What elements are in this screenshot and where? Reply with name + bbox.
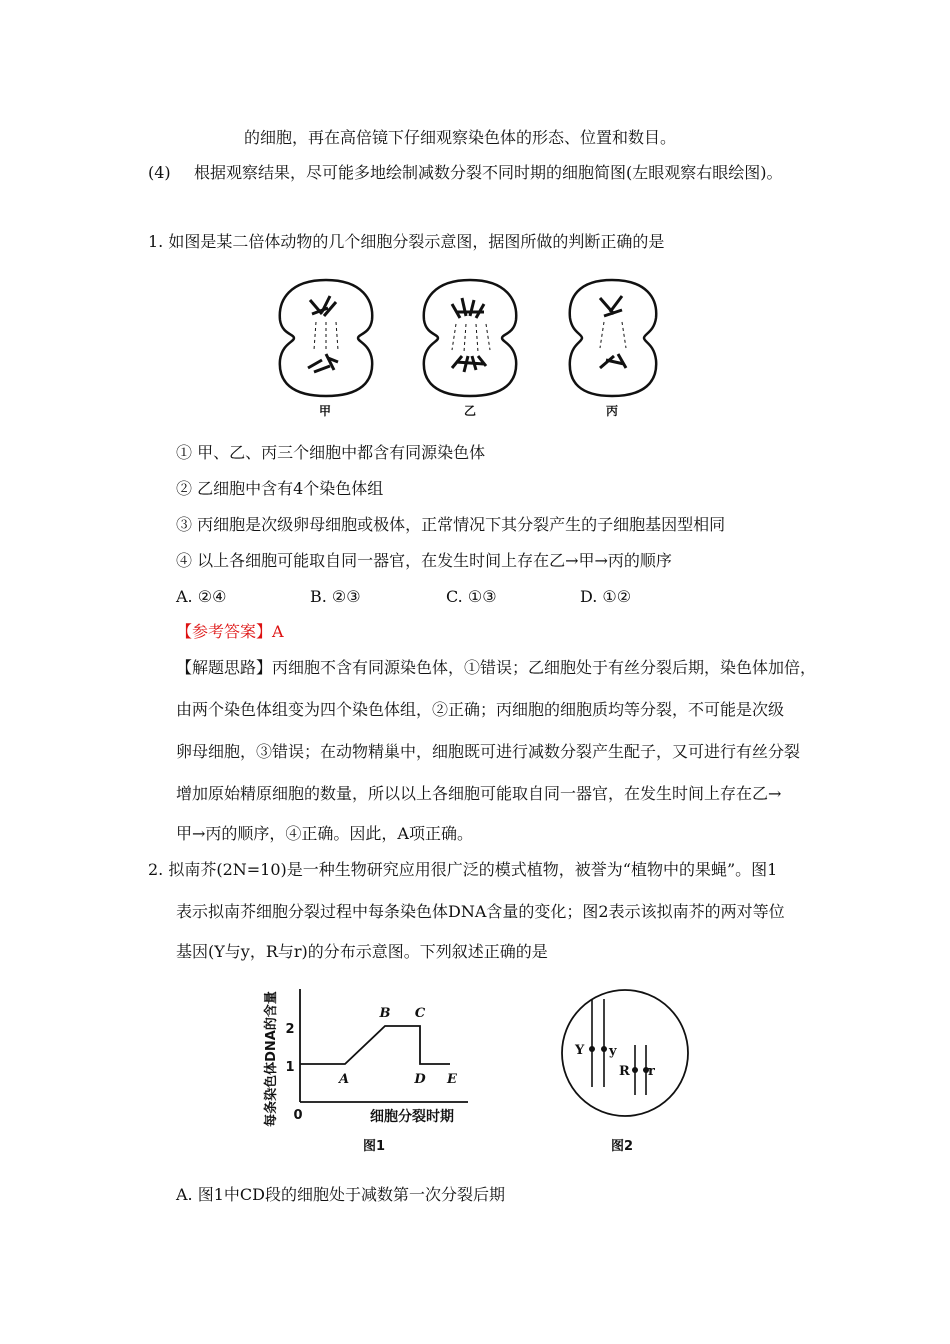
chart-ytick-2: 2 xyxy=(285,1022,295,1037)
dna-content-chart xyxy=(260,975,490,1160)
statement-1: ① 甲、乙、丙三个细胞中都含有同源染色体 xyxy=(176,443,486,462)
option-d: D. ①② xyxy=(580,587,632,606)
q2-stem-line: 2. 拟南芥(2N=10)是一种生物研究应用很广泛的模式植物，被誉为“植物中的果蝇”。图1 xyxy=(148,860,778,879)
q2-stem-line: 基因(Y与y，R与r)的分布示意图。下列叙述正确的是 xyxy=(176,942,548,961)
chart-point-label-A: A xyxy=(338,1072,350,1087)
chart-point-label-E: E xyxy=(447,1072,457,1087)
fig2-caption: 图2 xyxy=(610,1139,634,1154)
gene-label-y: y xyxy=(609,1044,617,1059)
cell-division-figure xyxy=(270,272,670,420)
cell-label-bing: 丙 xyxy=(605,404,618,418)
item4-text: 根据观察结果，尽可能多地绘制减数分裂不同时期的细胞简图(左眼观察右眼绘图)。 xyxy=(194,163,783,182)
chart-xlabel: 细胞分裂时期 xyxy=(370,1109,454,1125)
analysis-line: 甲→丙的顺序，④正确。因此，A项正确。 xyxy=(176,824,473,843)
cell-bing xyxy=(570,280,656,396)
cell-yi xyxy=(424,280,516,396)
option-c: C. ①③ xyxy=(446,587,497,606)
chart-point-label-D: D xyxy=(414,1072,426,1087)
q2-stem-line: 表示拟南芥细胞分裂过程中每条染色体DNA含量的变化；图2表示该拟南芥的两对等位 xyxy=(176,902,785,921)
cell-jia xyxy=(280,280,372,396)
analysis-line: 由两个染色体组变为四个染色体组，②正确；丙细胞的细胞质均等分裂，不可能是次级 xyxy=(176,700,785,719)
cell-label-yi: 乙 xyxy=(463,404,476,418)
gene-label-r: r xyxy=(648,1064,655,1079)
analysis-line: 卵母细胞，③错误；在动物精巢中，细胞既可进行减数分裂产生配子，又可进行有丝分裂 xyxy=(176,742,801,761)
gene-diagram xyxy=(558,985,698,1125)
chart-point-label-C: C xyxy=(414,1006,426,1021)
chart-ylabel: 每条染色体DNA的含量 xyxy=(264,991,279,1127)
analysis-line: 增加原始精原细胞的数量，所以以上各细胞可能取自同一器官，在发生时间上存在乙→ xyxy=(176,784,782,803)
chart-ytick-1: 1 xyxy=(285,1060,295,1075)
dna-content-line xyxy=(300,1026,450,1064)
item4-number: (4) xyxy=(148,163,171,182)
statement-2: ② 乙细胞中含有4个染色体组 xyxy=(176,479,384,498)
intro-line: 的细胞，再在高倍镜下仔细观察染色体的形态、位置和数目。 xyxy=(244,128,677,147)
gene-label-Y: Y xyxy=(575,1043,585,1058)
analysis-line: 【解题思路】丙细胞不含有同源染色体，①错误；乙细胞处于有丝分裂后期，染色体加倍， xyxy=(176,658,817,677)
cell-label-jia: 甲 xyxy=(318,404,331,418)
chart-origin: 0 xyxy=(293,1108,303,1123)
option-b: B. ②③ xyxy=(310,587,361,606)
chart-point-label-B: B xyxy=(379,1006,391,1021)
statement-3: ③ 丙细胞是次级卵母细胞或极体，正常情况下其分裂产生的子细胞基因型相同 xyxy=(176,515,726,534)
q2-option-a: A. 图1中CD段的细胞处于减数第一次分裂后期 xyxy=(176,1185,505,1204)
fig1-caption: 图1 xyxy=(362,1139,386,1154)
statement-4: ④ 以上各细胞可能取自同一器官，在发生时间上存在乙→甲→丙的顺序 xyxy=(176,551,672,570)
option-a: A. ②④ xyxy=(176,587,227,606)
gene-label-R: R xyxy=(619,1064,630,1079)
answer: 【参考答案】A xyxy=(176,622,284,641)
q1-stem: 1. 如图是某二倍体动物的几个细胞分裂示意图，据图所做的判断正确的是 xyxy=(148,232,665,251)
